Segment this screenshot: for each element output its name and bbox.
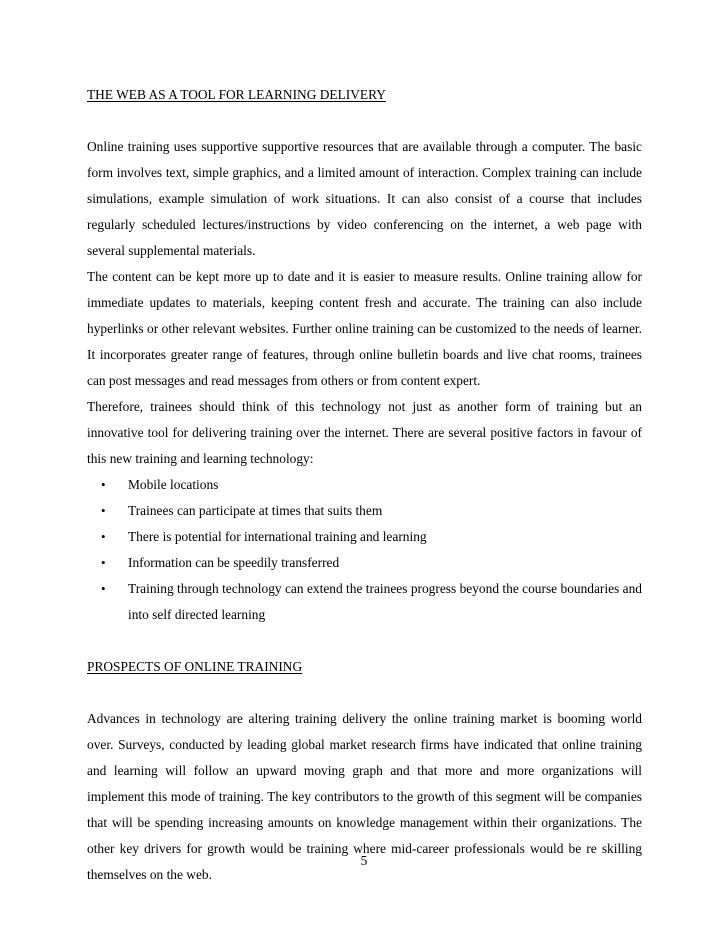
list-item (87, 550, 642, 576)
list-item-text: Information can be speedily transferred (128, 555, 340, 570)
page-number: 5 (360, 853, 368, 868)
paragraph-online-training-intro: Online training uses supportive supportive resources that are available through a computer. The basic form involves text, simple graphics, and a limited amount of interaction. Complex training can include simulations, example simulation of work situations. It can also consist of a course that includes regularly scheduled lectures/instructions by video conferencing on the internet, a web page with several supplemental materials. (87, 139, 642, 258)
bullet-icon: • (101, 581, 106, 596)
bullet-icon: • (101, 555, 106, 570)
paragraph-content-up-to-date: The content can be kept more up to date and it is easier to measure results. Online training allow for immediate updates to materials, keeping content fresh and accurate. The training can also include hyperlinks or other relevant websites. Further online training can be customized to the needs of learner. It incorporates greater range of features, through online bulletin boards and live chat rooms, trainees can post messages and read messages from others or from content expert. (87, 269, 642, 388)
list-item-text: Trainees can participate at times that suits them (128, 503, 383, 518)
page-content (87, 82, 642, 888)
bullet-icon: • (101, 503, 106, 518)
section-heading-web-as-tool: THE WEB AS A TOOL FOR LEARNING DELIVERY (87, 87, 386, 102)
paragraph-prospects: Advances in technology are altering training delivery the online training market is booming world over. Surveys, conducted by leading global market research firms have indicated that online training and learning will follow an upward moving graph and that more and more organizations will implement this mode of training. The key contributors to the growth of this segment will be companies that will be spending increasing amounts on knowledge management within their organizations. The other key drivers for growth would be training where mid-career professionals would be re skilling themselves on the web. (87, 711, 642, 882)
list-item-text: There is potential for international training and learning (128, 529, 427, 544)
list-item-text: Training through technology can extend the trainees progress beyond the course boundaries and into self directed learning (128, 581, 642, 622)
bullet-icon: • (101, 529, 106, 544)
list-item-text: Mobile locations (128, 477, 219, 492)
list-item (87, 576, 642, 628)
section-heading-prospects: PROSPECTS OF ONLINE TRAINING (87, 659, 303, 674)
list-item (87, 472, 642, 498)
paragraph-positive-factors: Therefore, trainees should think of this technology not just as another form of training but an innovative tool for delivering training over the internet. There are several positive factors in favour of this new training and learning technology: (87, 399, 642, 466)
positive-factors-list (87, 472, 642, 628)
list-item (87, 524, 642, 550)
bullet-icon: • (101, 477, 106, 492)
list-item (87, 498, 642, 524)
